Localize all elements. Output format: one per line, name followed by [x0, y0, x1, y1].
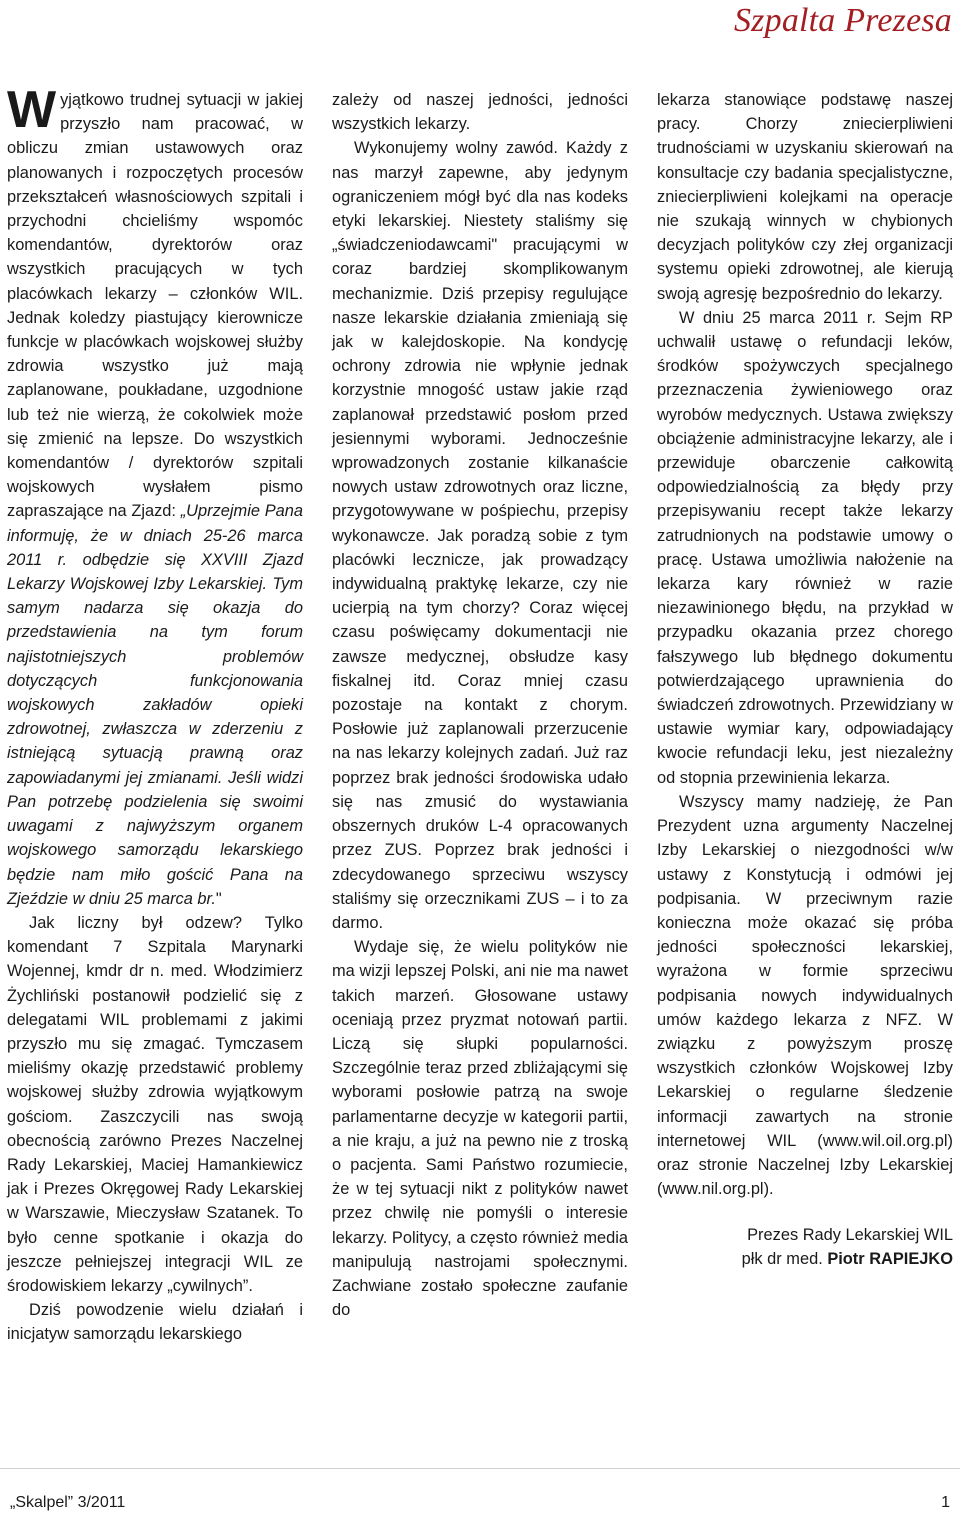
paragraph: lekarza stanowiące podstawę naszej pracy. Chorzy zniecierpliwieni trudnościami w uzyskaniu skierowań na konsultacje czy badania specjalistyczne, zniecierpliwieni kolejkami na operacje nie szukają winnych w chybionych decyzjach polityków czy złej organizacji systemu opieki zdrowotnej, ale kierują swoją agresję bezpośrednio do lekarzy.: [657, 91, 953, 303]
paragraph: Wykonujemy wolny zawód. Każdy z nas marzył zapewne, aby jedynym ograniczeniem mógł być dla nas kodeks etyki lekarskiej. Niestety staliśmy się „świadczeniodawcami" pracującymi w coraz bardziej skomplikowanym mechanizmie. Dziś przepisy regulujące nasze lekarskie działania zmieniają się jak w kalejdoskopie. Na kondycję ochrony zdrowia nie wpłynie jednak korzystnie mnogość ustaw jakie rząd zaplanował przedstawić posłom przed jesiennymi wyborami. Jednocześnie wprowadzonych zostanie kilkanaście nowych ustaw zdrowotnych oraz liczne, przygotowywane w pośpiechu, przepisy wykonawcze. Jak poradzą sobie z tym placówki lecznicze, jak prowadzący indywidualną praktykę lekarze, czy nie ucierpią na tym chorzy? Coraz więcej czasu poświęcamy dokumentacji nie zawsze medycznej, obsłudze kasy fiskalnej itd. Coraz mniej czasu pozostaje na kontakt z chorym. Posłowie już zaplanowali przerzucenie na nas lekarzy kolejnych zadań. Już raz poprzez brak jedności środowiska udało się nas zmusić do wystawiania obszernych druków L-4 opracowanych przez ZUS. Poprzez brak jedności i zdecydowanego sprzeciwu wszyscy staliśmy się orzecznikami ZUS – i to za darmo.: [332, 139, 628, 932]
paragraph: Jak liczny był odzew? Tylko komendant 7 Szpitala Marynarki Wojennej, kmdr dr n. med. Włodzimierz Żychliński postanowił podzielić się z delegatami WIL problemami z jakimi przyszło mu się zmagać. Tymczasem mieliśmy okazję przedstawić problemy wojskowej służby zdrowia wyjątkowym gościom. Zaszczycili nas swoją obecnością zarówno Prezes Naczelnej Rady Lekarskiej, Maciej Hamankiewicz jak i Prezes Okręgowej Rady Lekarskiej w Warszawie, Mieczysław Szatanek. To było cenne spotkanie i okazja do jeszcze pełniejszej integracji WIL ze środowiskiem lekarzy „cywilnych”.: [7, 913, 303, 1295]
paragraph: Wszyscy mamy nadzieję, że Pan Prezydent uzna argumenty Naczelnej Izby Lekarskiej o niezgodności w/w ustawy z Konstytucją i odmówi jej podpisania. W przeciwnym razie konieczna może okazać się próba jedności społeczności lekarskiej, wyrażona w formie sprzeciwu podpisania nowych indywidualnych umów każdego lekarza z NFZ. W związku z powyższym proszę wszystkich członków Wojskowej Izby Lekarskiej o regularne śledzenie informacji zawartych na stronie internetowej WIL (www.wil.oil.org.pl) oraz stronie Naczelnej Izby Lekarskiej (www.nil.org.pl).: [657, 792, 953, 1199]
page-number: 1: [941, 1494, 950, 1511]
article-column-2: [332, 88, 628, 1322]
footer-divider: [0, 1468, 960, 1469]
journal-issue: „Skalpel” 3/2011: [10, 1494, 126, 1511]
signature-rank: płk dr med.: [741, 1250, 828, 1269]
page-title: Szpalta Prezesa: [733, 2, 952, 39]
quote-end: ": [215, 889, 222, 908]
paragraph-text: yjątkowo trudnej sytuacji w jakiej przyszło nam pracować, w obliczu zmian ustawowych oraz planowanych i rozpoczętych procesów przekształceń własnościowych szpitali i przychodni chcieliśmy wspomóc komendantów, dyrektorów oraz wszystkich pracujących w tych placówkach lekarzy – członków WIL. Jednak koledzy piastujący kierownicze funkcje w placówkach wojskowej służby zdrowia wszystko już mają zaplanowane, poukładane, uzgodnione lub też nie wierzą, że cokolwiek może się zmienić na lepsze. Do wszystkich komendantów / dyrektorów szpitali wojskowych wysłałem pismo zapraszające na Zjazd:: [7, 91, 303, 521]
signature-author: [657, 1247, 953, 1271]
paragraph: [7, 81, 303, 911]
paragraph: zależy od naszej jedności, jedności wszystkich lekarzy.: [332, 91, 628, 134]
invitation-quote: „Uprzejmie Pana informuję, że w dniach 25-26 marca 2011 r. odbędzie się XXVIII Zjazd Lekarzy Wojskowej Izby Lekarskiej. Tym samym nadarza się okazja do przedstawienia na tym forum najistotniejszych problemów dotyczących funkcjonowania wojskowych zakładów opieki zdrowotnej, zwłaszcza w zderzeniu z istniejącą sytuacją prawną oraz zapowiadanymi jej zmianami. Jeśli widzi Pan potrzebę podzielenia się swoimi uwagami z najwyższym organem wojskowego samorządu lekarskiego będzie nam miło gościć Pana na Zjeździe w dniu 25 marca br.: [7, 502, 303, 908]
paragraph: Wydaje się, że wielu polityków nie ma wizji lepszej Polski, ani nie ma nawet takich marzeń. Głosowane ustawy oceniają przez pryzmat notowań partii. Liczą się słupki popularności. Szczególnie teraz przed zbliżającymi się wyborami posłowie patrzą na swoje parlamentarne decyzje w kategorii partii, a nie kraju, a już na pewno nie z troską o pacjenta. Sami Państwo rozumiecie, że w tej sytuacji nikt z polityków nawet przez chwilę nie pomyśli o interesie lekarzy. Politycy, a często również media manipulują nastrojami społecznymi. Zachwiane zostało społeczne zaufanie do: [332, 938, 628, 1320]
article-column-3: [657, 88, 953, 1271]
article-column-1: [7, 81, 303, 1347]
signature: [657, 1223, 953, 1271]
signature-title: Prezes Rady Lekarskiej WIL: [747, 1226, 953, 1245]
signature-name: Piotr RAPIEJKO: [827, 1250, 953, 1269]
paragraph: Dziś powodzenie wielu działań i inicjatyw samorządu lekarskiego: [7, 1301, 303, 1344]
paragraph: W dniu 25 marca 2011 r. Sejm RP uchwalił ustawę o refundacji leków, środków spożywczych specjalnego przeznaczenia żywieniowego oraz wyrobów medycznych. Ustawa zwiększy obciążenie administracyjne lekarzy, ale i przewiduje obarczenie całkowitą odpowiedzialnością za błędy przy przepisywaniu recept także lekarzy zatrudnionych na podstawie umowy o pracę. Ustawa umożliwia nałożenie na lekarza kary również w razie niezawinionego błędu, na przykład w przypadku okazania przez chorego fałszywego lub błędnego dokumentu potwierdzającego uprawnienia do świadczeń zdrowotnych. Przewidziany w ustawie wymiar kary, odpowiadający kwocie refundacji leku, jest niezależny od stopnia przewinienia lekarza.: [657, 308, 953, 787]
drop-cap: W: [7, 81, 57, 139]
header-bar: [0, 0, 960, 56]
